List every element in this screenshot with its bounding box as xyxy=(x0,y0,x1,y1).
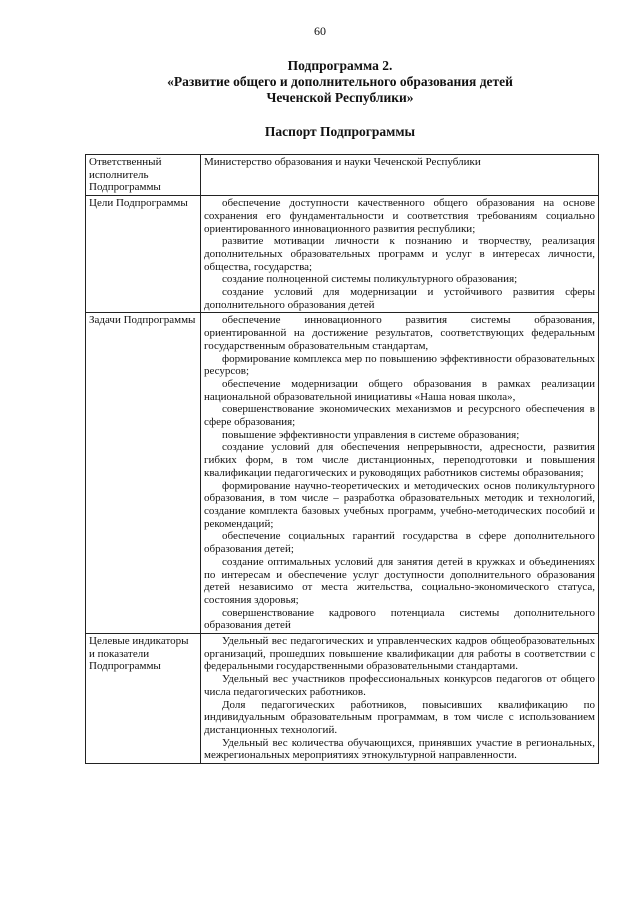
page-number: 60 xyxy=(314,24,326,38)
table-row-tasks xyxy=(86,313,599,634)
paragraph: создание полноценной системы поликультурного образования; xyxy=(222,273,518,286)
row-label: Целевые индикаторы и показатели Подпрограммы xyxy=(86,634,201,764)
paragraph: обеспечение инновационного развития системы образования, ориентированной на достижение результатов, соответствующих федеральным государственным образовательным стандартам, xyxy=(204,314,595,352)
paragraph: обеспечение доступности качественного общего образования на основе сохранения его фундаментальности и соответствия требованиям социально ориентированного инновационного развития республики; xyxy=(204,197,595,235)
subprogram-title-line-1: Подпрограмма 2. xyxy=(287,58,393,73)
table-row-indicators xyxy=(86,634,599,764)
paragraph: Доля педагогических работников, повысивших квалификацию по индивидуальным образовательным программам, в том числе с использованием дистанционных технологий. xyxy=(204,698,595,736)
row-label: Ответственный исполнитель Подпрограммы xyxy=(86,155,201,196)
row-content xyxy=(201,196,599,313)
paragraph: Министерство образования и науки Чеченской Республики xyxy=(204,156,481,168)
paragraph: повышение эффективности управления в системе образования; xyxy=(222,428,520,441)
row-label: Цели Подпрограммы xyxy=(86,196,201,313)
row-label: Задачи Подпрограммы xyxy=(86,313,201,634)
paragraph: формирование комплекса мер по повышению эффективности образовательных ресурсов; xyxy=(204,352,595,378)
paragraph: Удельный вес количества обучающихся, принявших участие в региональных, межрегиональных мероприятиях этнокультурной направленности. xyxy=(204,736,595,762)
subprogram-title xyxy=(80,58,600,106)
paragraph: формирование научно-теоретических и методических основ поликультурного образования, в том числе – разработка образовательных методик и технологий, создание комплекта базовых учебных программ, учебно-методических пособий и рекомендаций; xyxy=(204,479,595,530)
subprogram-title-line-3: Чеченской Республики» xyxy=(266,90,414,105)
row-content xyxy=(201,634,599,764)
table-row-responsible xyxy=(86,155,599,196)
paragraph: создание условий для обеспечения непрерывности, адресности, развития гибких форм, в том числе дистанционных, переподготовки и повышения квалификации педагогических и руководящих работников системы образования; xyxy=(204,441,595,479)
table-row-goals xyxy=(86,196,599,313)
paragraph: обеспечение модернизации общего образования в рамках реализации национальной образовательной инициативы «Наша новая школа», xyxy=(204,377,595,403)
row-content xyxy=(201,313,599,634)
passport-table xyxy=(85,154,599,764)
paragraph: совершенствование кадрового потенциала системы дополнительного образования детей xyxy=(204,606,595,632)
row-content xyxy=(201,155,599,196)
paragraph: Удельный вес педагогических и управленческих кадров общеобразовательных организаций, прошедших повышение квалификации для работы в соответствии с федеральными государственными образовательными стандартами. xyxy=(204,635,595,673)
paragraph: создание условий для модернизации и устойчивого развития сферы дополнительного образования детей xyxy=(204,286,595,311)
paragraph: совершенствование экономических механизмов и ресурсного обеспечения в сфере образования; xyxy=(204,403,595,429)
passport-title: Паспорт Подпрограммы xyxy=(264,124,416,139)
paragraph: создание оптимальных условий для занятия детей в кружках и объединениях по интересам и обеспечение услуг доступности дополнительного образования детей независимо от места жительства, социально-экономического статуса, состояния здоровья; xyxy=(204,555,595,606)
paragraph: развитие мотивации личности к познанию и творчеству, реализация дополнительных образовательных программ и услуг в интересах личности, общества, государства; xyxy=(204,235,595,273)
paragraph: обеспечение социальных гарантий государства в сфере дополнительного образования детей; xyxy=(204,530,595,556)
subprogram-title-line-2: «Развитие общего и дополнительного образования детей xyxy=(167,74,513,89)
paragraph: Удельный вес участников профессиональных конкурсов педагогов от общего числа педагогических работников. xyxy=(204,673,595,698)
